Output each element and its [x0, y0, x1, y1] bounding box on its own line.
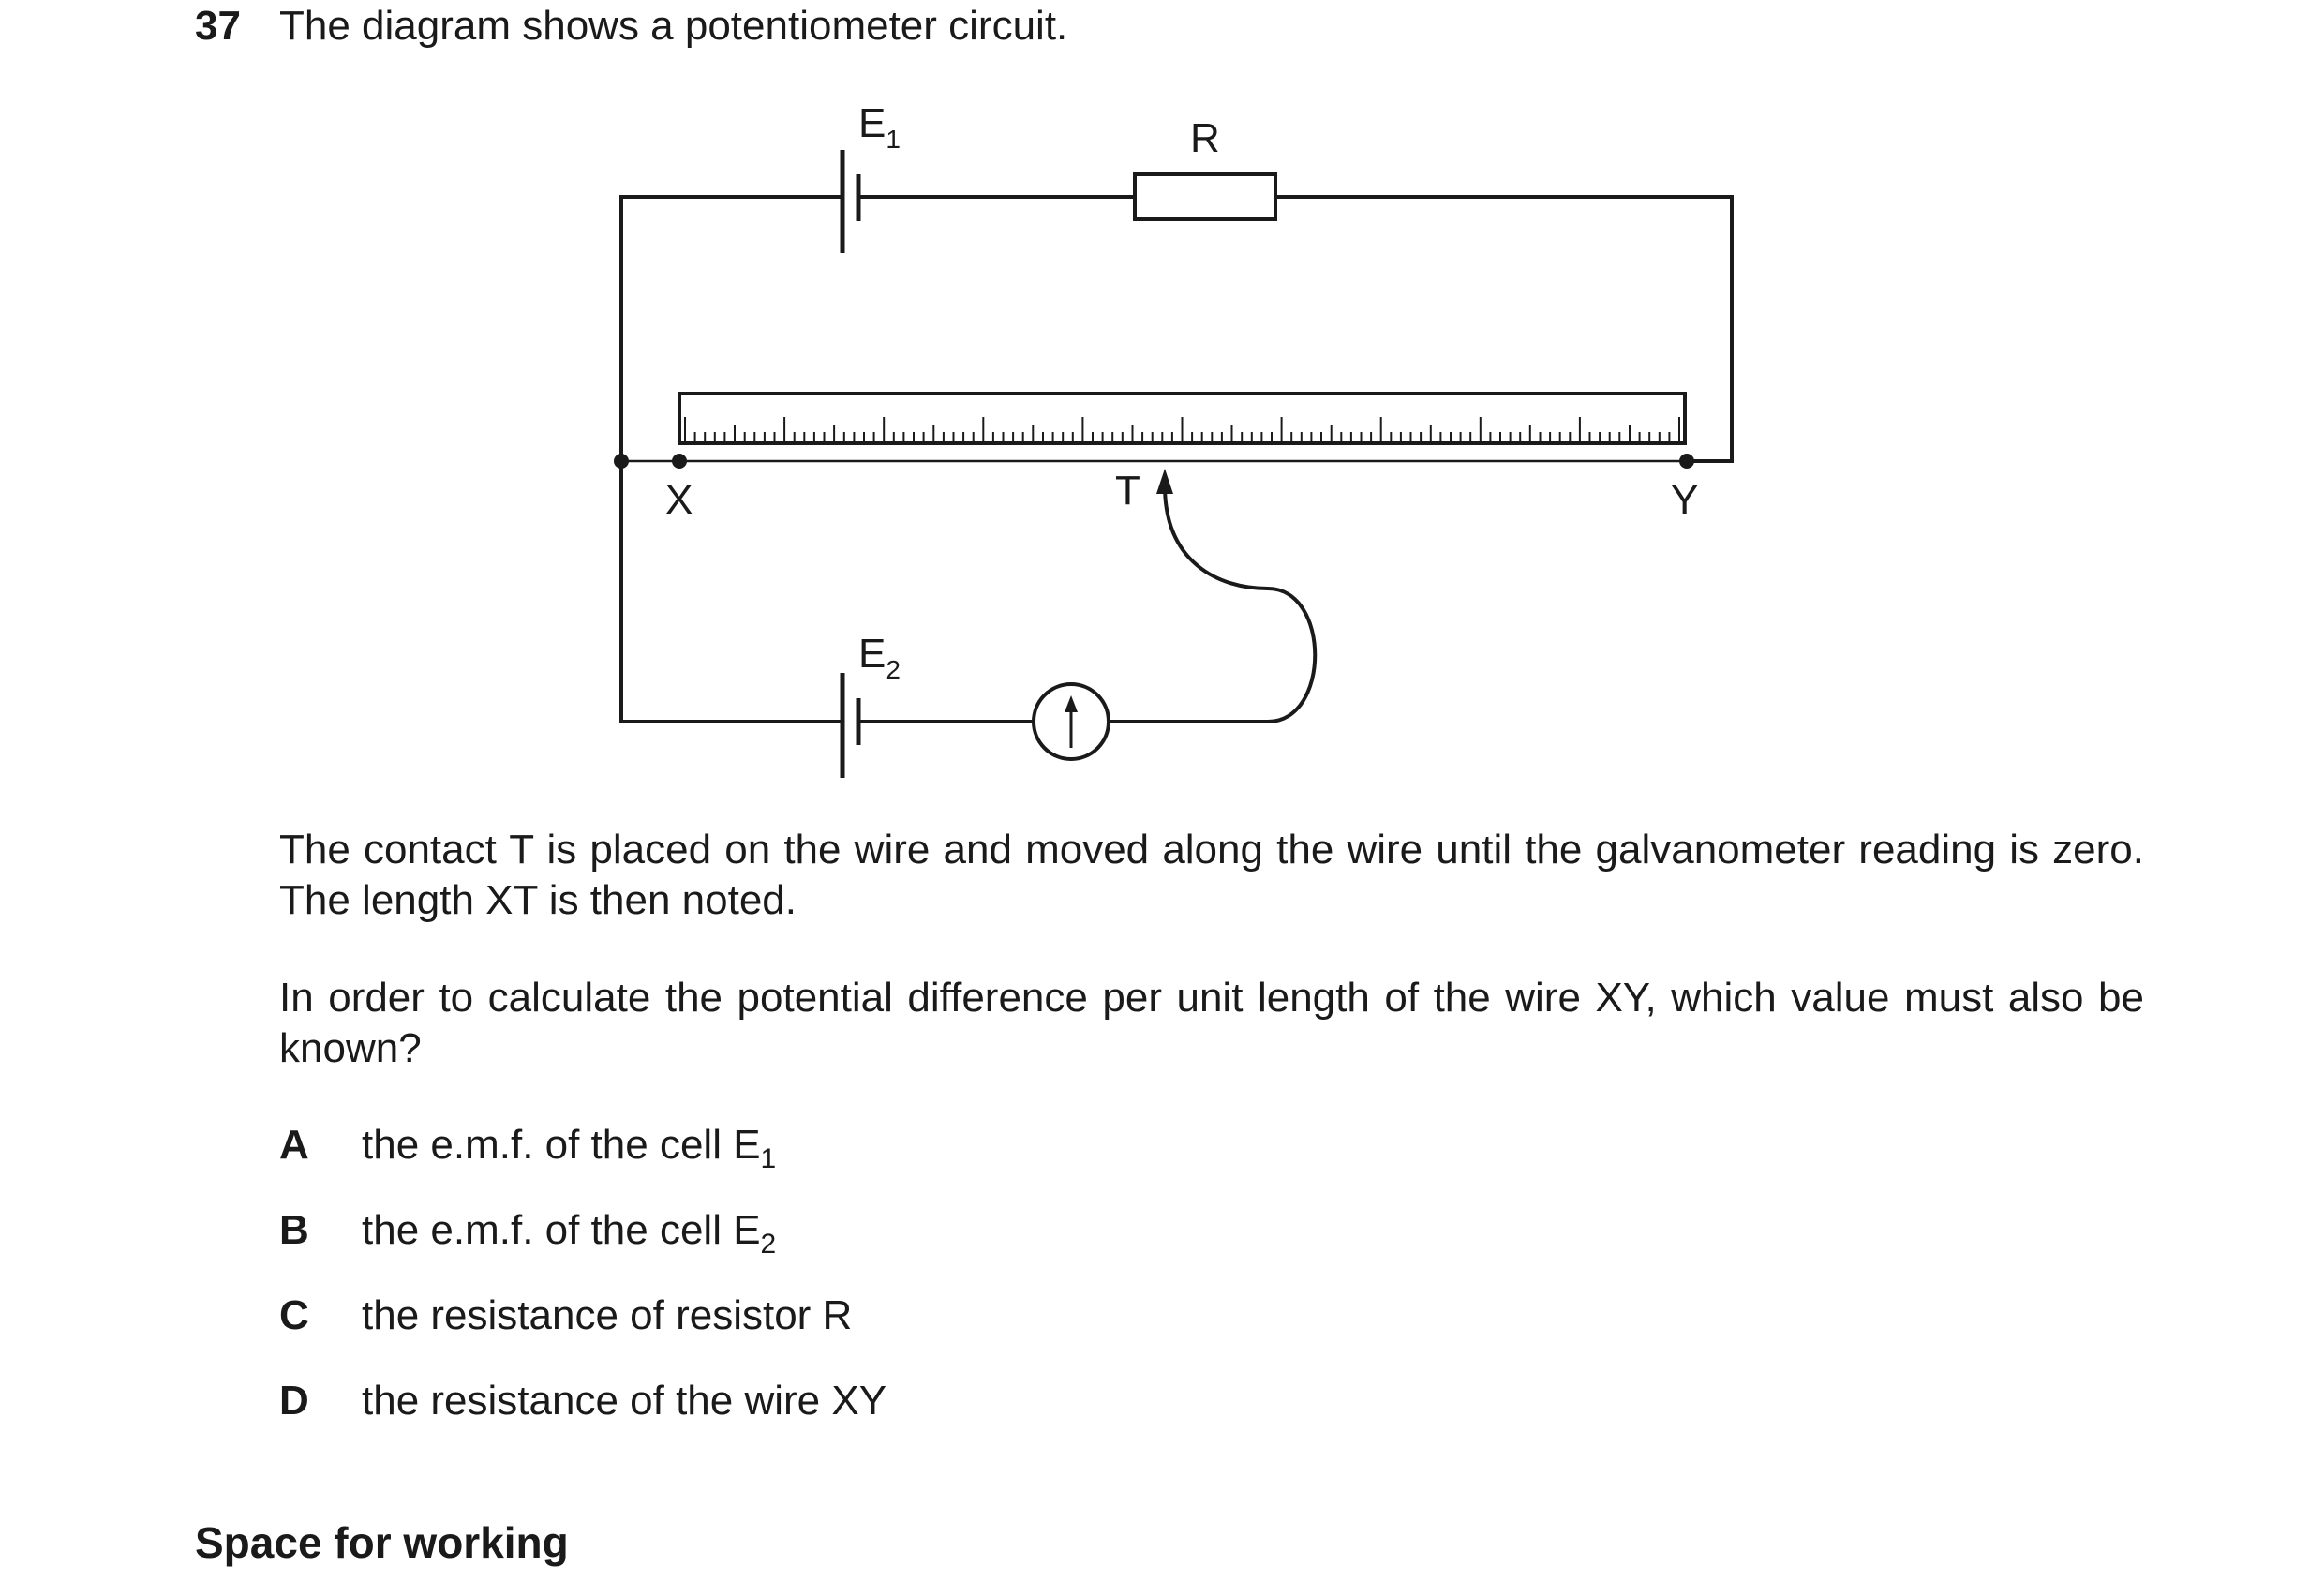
paragraph-question: In order to calculate the potential difference per unit length of the wire XY, which value must also be known?: [279, 975, 2144, 1071]
question-number: 37: [195, 3, 241, 49]
space-for-working-label: Space for working: [195, 1518, 569, 1567]
cell-icon: [842, 150, 858, 253]
end-y-dot: [1679, 454, 1694, 469]
option-c-text: the resistance of resistor R: [362, 1292, 853, 1338]
contact-arrow: [1156, 469, 1173, 494]
option-a-text: the e.m.f. of the cell $E_1$: [362, 1122, 777, 1174]
label-r: R: [1190, 115, 1220, 161]
bottom-wire-left: [621, 461, 841, 722]
option-d-letter: D: [279, 1378, 309, 1424]
label-y: Y: [1671, 477, 1699, 523]
flying-lead: [1109, 485, 1315, 722]
label-x: X: [665, 477, 693, 523]
option-d-text: the resistance of the wire XY: [362, 1378, 887, 1424]
option-a-letter: A: [279, 1122, 309, 1168]
question-stem: The diagram shows a potentiometer circuit.: [279, 3, 1068, 49]
label-e1: $E_1$: [858, 100, 901, 154]
option-b-letter: B: [279, 1207, 309, 1253]
paragraph-contact: The contact T is placed on the wire and moved along the wire until the galvanometer reading is zero. The length XT is then noted.: [279, 827, 2144, 923]
option-c-letter: C: [279, 1292, 309, 1338]
end-x-dot: [672, 454, 687, 469]
cell-icon: [842, 673, 858, 778]
top-wire-right: [1275, 197, 1732, 461]
top-wire-left: [621, 197, 841, 461]
label-t: T: [1115, 468, 1140, 514]
junction-dot-left: [614, 454, 629, 469]
resistor-icon: [1135, 174, 1275, 219]
label-e2: $E_2$: [858, 631, 901, 684]
galvanometer-icon: [1034, 684, 1109, 759]
option-b-text: the e.m.f. of the cell $E_2$: [362, 1207, 777, 1260]
